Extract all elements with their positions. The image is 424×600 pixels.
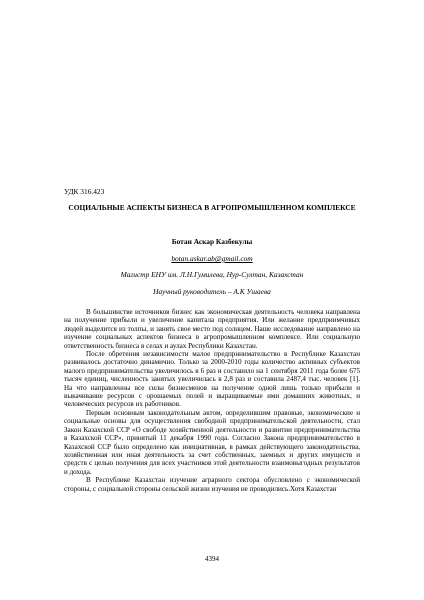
- body-paragraph-2: После обретения независимости малое предпринимательство в Республике Казахстан развивалось достаточно динамично. Только за 2000-2010 годы количество активных субъектов малого предпринимательства увеличилось в 6 раз и составило на 1 сентября 2011 года более 675 тысяч единиц, численность занятых увеличилась в 2,8 раз и составила 2487,4 тыс. человек [1]. На что направленны все силы бизнесменов на получение одной лишь только прибыли и выкачивание ресурсов с орошаемых полей и выращиваемые ими домашних животных, и человеческих ресурсов их работников.: [64, 350, 360, 409]
- author-email-link[interactable]: botan.askar.ab@gmail.com: [171, 254, 253, 263]
- author-affiliation: Магистр ЕНУ им. Л.Н.Гумилева, Нур-Султан, Казахстан: [120, 270, 304, 279]
- udc-code: УДК 316.423: [64, 187, 105, 196]
- page-number: 4394: [205, 555, 219, 563]
- author-name: Ботан Аскар Казбекулы: [171, 237, 253, 246]
- body-paragraph-3: Первым основным законодательным актом, определившим правовые, экономические и социальные основы для осуществления свободной предпринимательской деятельности, стал Закон Казахской ССР «О свободе хозяйственной деятельности и развитии предпринимательства в Казахской ССР», принятый 11 декабря 1990 года. Согласно Закона предпринимательство в Казахской ССР было определено как инициативная, в рамках действующего законодательства, хозяйственная или иная деятельность за счет собственных, заемных и других имуществ и средств с целью получения для всех участников этой деятельности взаимовыгодных результатов и дохода.: [64, 408, 360, 476]
- body-paragraph-1: В большинстве источников бизнес как экономическая деятельность человека направлена на получение прибыли и увеличение капитала предприятия. Или желание предприимчивых людей выделится из толпы, и занять свое место под солнцем. Наше исследование направлено на изучение социальных аспектов бизнеса в агропромышленном комплексе. Или социальную ответственность бизнеса в селах и аулах Республики Казахстан.: [64, 308, 360, 350]
- scientific-advisor: Научный руководитель – А.К Ушаева: [153, 287, 271, 296]
- article-body: [64, 308, 360, 493]
- article-title: СОЦИАЛЬНЫЕ АСПЕКТЫ БИЗНЕСА В АГРОПРОМЫШЛЕННОМ КОМПЛЕКСЕ: [68, 203, 356, 212]
- body-paragraph-4: В Республике Казахстан изучение аграрного сектора обусловлено с экономической стороны, с социальной стороны сельской жизни изучения не проводились.Хотя Казахстан: [64, 476, 360, 493]
